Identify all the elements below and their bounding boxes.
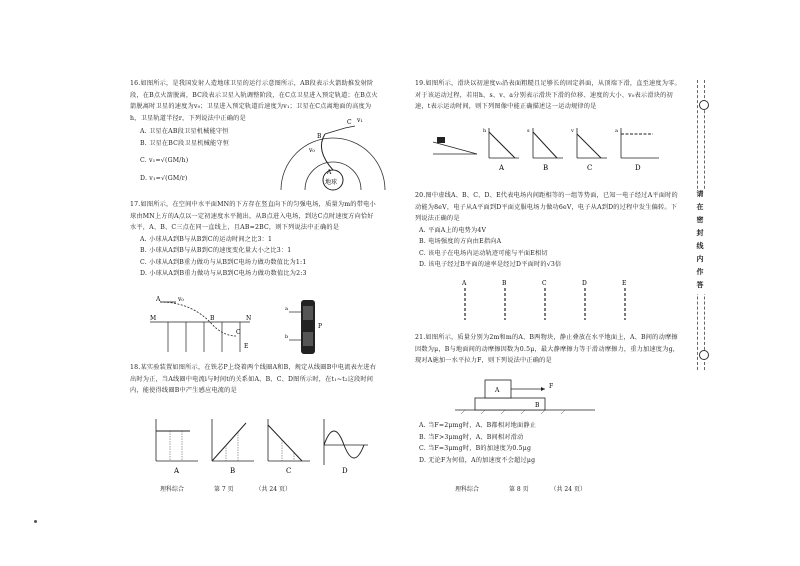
q20-option-d: D. 该电子经过B平面的速率是经过D平面时的√3倍 [419,261,562,268]
q17-text: 如图所示，在空间中水平面MN的下方存在竖直向下的匀强电场，质量为m的带电小球由MN上方的A点以一定初速度水平抛出，从B点进入电场，到达C点时速度方向恰好水平，A、B、C三点在同一直线上，且AB=2BC，则下列说法中正确的是 [130,201,376,231]
q19-graphs [433,124,683,176]
q18-graph-d-label: D [342,467,348,475]
q17-option-c: C. 小球从A到B重力做功与从B到C电场力做功数值比为1:1 [140,258,307,266]
q17-label-v0: v₀ [178,296,184,303]
left-footer-subject: 理科综合 [160,486,185,493]
q20-planes-figure [455,280,635,324]
seal-line-sidebar [692,80,714,370]
q18-graph-a-label: A [174,467,180,475]
q18-coil-b-label: b [285,334,289,340]
q16-option-c: C. v₁=√(GM/h) [140,157,189,164]
q21-label-f: F [549,383,554,390]
q17-label-c: C [236,329,241,336]
right-footer-subject: 理科综合 [455,486,480,493]
q16-orbit-figure [275,112,387,194]
q20-plane-c: C [542,280,547,287]
q18-coil-a-label: a [285,306,288,312]
q17-option-d: D. 小球从A到B重力做功与从B到C电场力做功数值比为2:3 [140,270,307,277]
q19-axis-c: v [571,128,574,134]
left-footer [160,484,291,493]
q19-graph-d [615,128,659,172]
seal-text-top: 请在密封线内作答 [696,190,705,294]
q19-graph-d-label: D [635,164,641,172]
q19-axis-a: h [483,128,487,134]
q21-option-c: C. 当F=3μmg时，B的加速度为0.5μg [419,445,532,452]
q19-graph-a-label: A [499,164,505,172]
q17-option-b: B. 小球从A到B与从B到C的速度变化量大小之比3：1 [140,247,292,254]
q18-graph-a [156,419,198,475]
q16-earth-label: 地球 [325,179,338,186]
left-footer-total: （共 24 页） [255,486,291,493]
right-footer-total: （共 24 页） [550,486,586,493]
q16-label-b: B [317,133,322,140]
q19-graph-c-label: C [587,164,593,172]
q21-option-b: B. 当F>3μmg时，A、B间相对滑动 [419,433,524,441]
q17-label-b: B [210,315,215,322]
q16-number: 16. [130,80,141,87]
q17-label-n: N [246,315,252,322]
q20-option-b: B. 电场强度的方向由E指向A [419,238,502,245]
q16-option-d: D. v₁=√(GM/r) [140,174,188,182]
q17-option-a: A. 小球从A到B与从B到C的运动时间之比3：1 [140,235,273,243]
q21-number: 21. [415,334,426,341]
q20-plane-d: D [582,280,587,287]
q16-option-a: A. 卫星在AB段卫星机械能守恒 [140,128,229,135]
q20-option-a: A. 平面A上的电势为4V [419,226,487,234]
q19-axis-b: s [527,128,530,134]
q16-option-b: B. 卫星在BC段卫星机械能守恒 [140,139,230,147]
q17-label-m: M [150,315,157,322]
q19-graph-b [527,128,563,172]
q20-option-c: C. 该电子在电场内运动轨迹可能与平面E相切 [419,249,548,257]
q19-number: 19. [415,80,426,87]
left-page [130,0,385,566]
q18-graph-c-label: C [286,467,292,475]
q18-number: 18. [130,364,141,371]
q19-graph-a [483,128,519,172]
right-footer [455,484,586,493]
scan-speck [34,520,37,523]
q19-incline-figure [433,137,477,154]
q18-coil-figure [285,298,335,358]
q20-plane-a: A [462,280,467,287]
q19-graph-c [570,128,607,172]
q17-label-e: E [244,343,249,350]
question-20 [415,190,683,271]
q21-label-b: B [535,402,540,409]
q19-graph-b-label: B [543,164,549,172]
q18-graphs [150,415,370,475]
binding-hole-bottom [699,350,709,360]
q21-blocks-figure [455,376,605,416]
left-footer-page: 第 7 页 [213,486,234,493]
q17-number: 17. [130,201,141,208]
question-17 [130,199,380,280]
question-21 [415,332,683,367]
question-18 [130,362,380,397]
q16-label-v1: v₁ [357,117,363,124]
q20-plane-b: B [502,280,507,287]
q21-option-a: A. 当F=2μmg时，A、B都相对地面静止 [419,422,537,429]
q21-text: 如图所示，质量分别为2m和m的A、B两物块，静止叠放在水平地面上，A、B间的动摩擦因数为μ，B与地面间的动摩擦因数为0.5μ，最大静摩擦力等于滑动摩擦力，重力加速度为g，现对A施加一水平拉力F，则下列说法中正确的是 [415,334,680,364]
q20-plane-e: E [622,280,627,287]
right-footer-page: 第 8 页 [508,486,529,493]
q18-text: 某实验装置如图所示，在铁芯P上绕着两个线圈A和B，规定从线圈B中电流表左进右出时为正，当A线圈中电流i与时间t的关系如A、B、C、D图所示时，在t₁~t₂这段时间内，能使得线圈B中产生感应电流的是 [130,364,377,394]
right-page [415,0,685,566]
q21-option-d: D. 无论F为何值，A的加速度不会超过μg [419,456,536,464]
q17-label-a: A [156,296,161,303]
q19-axis-d: a [615,128,618,134]
binding-hole-top [699,100,709,110]
q21-label-a: A [495,387,500,394]
q16-options [140,126,270,184]
q20-number: 20. [415,192,426,199]
q18-graph-c [268,419,310,475]
q21-options [419,420,679,466]
q18-core-label: P [318,323,323,330]
q16-label-v0: v₀ [309,147,315,154]
q16-text: 如图所示，是我国发射人造地球卫星的运行示意图所示，AB段表示火箭助推发射阶段，在B点火箭脱离，BC段表示卫星入轨调整阶段，在C点卫星进入预定轨道；在B点火箭脱离时卫星的速度为v₀；卫星进入预定轨道后速度为v₁；卫星在C点离地面的高度为h，卫星轨道半径r，下列说法中正确的是 [130,80,378,122]
q18-graph-b-label: B [230,467,236,475]
q16-label-a: A [327,169,332,176]
q18-graph-d [324,419,368,475]
q19-text: 如图所示，滑块以初速度v₀沿表面粗糙且足够长的固定斜面，从顶端下滑，直至速度为零。对于该运动过程，若用h、s、v、a分别表示滑块下滑的位移、速度的大小、v₀表示滑块的初速，t表示运动时间，则下列图像中能正确描述这一运动规律的是 [415,80,681,110]
question-19 [415,78,683,113]
q17-field-figure [150,296,260,356]
q16-label-c: C [347,119,352,126]
q18-graph-b [212,419,254,475]
q20-text: 图中虚线A、B、C、D、E代表电场内间距相等的一组等势面，已知一电子经过A平面时的动能为8eV，电子从A平面到D平面克服电场力做功6eV，电子从A到D的过程中发生偏转。下列说法正确的是 [415,192,678,222]
